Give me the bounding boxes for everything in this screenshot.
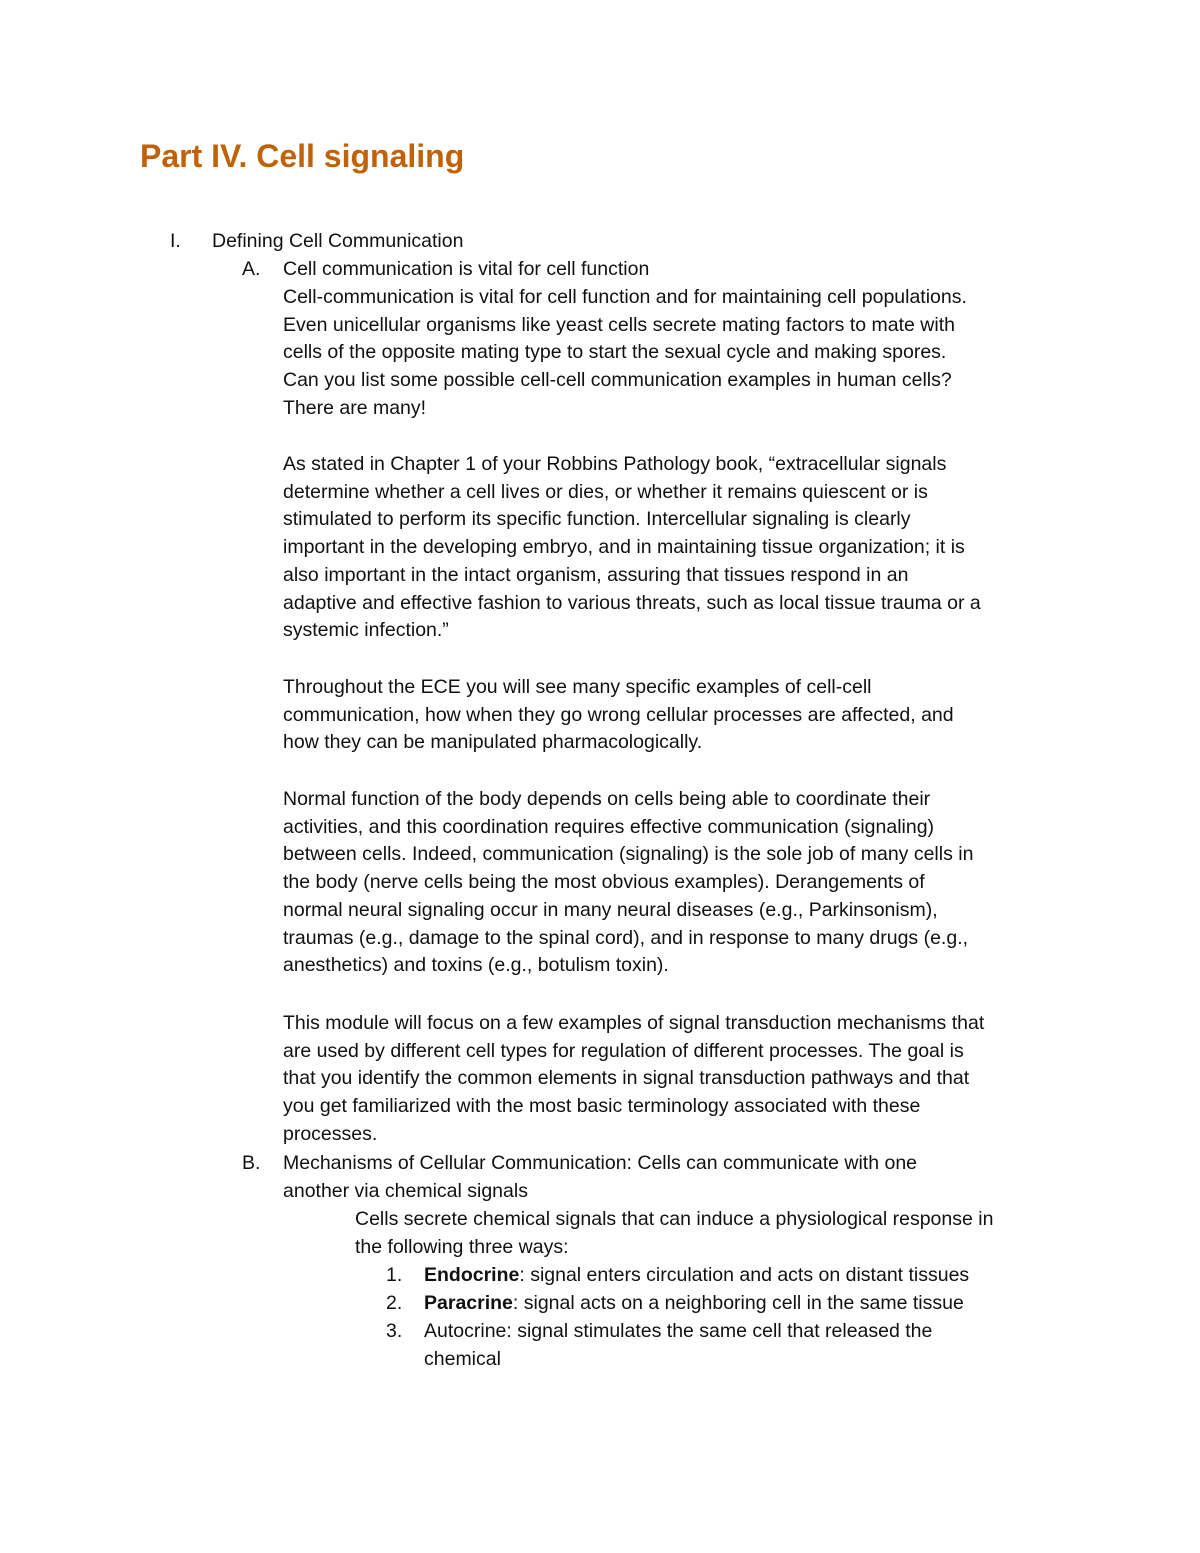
paragraph-robbins-quote	[283, 451, 981, 645]
section-marker: I.	[170, 230, 181, 252]
term-paracrine: Paracrine	[424, 1292, 513, 1314]
item-b-intro	[355, 1206, 993, 1261]
section-heading: Defining Cell Communication	[212, 230, 464, 252]
paragraph-line: the body (nerve cells being the most obvious examples). Derangements of	[283, 871, 925, 894]
item-a-marker: A.	[242, 258, 261, 280]
paragraph-line: activities, and this coordination requires effective communication (signaling)	[283, 815, 935, 838]
list-marker: 2.	[386, 1292, 403, 1314]
paragraph-line: As stated in Chapter 1 of your Robbins Pathology book, “extracellular signals	[283, 453, 947, 475]
heading-line: another via chemical signals	[283, 1179, 528, 1202]
paragraph-line: There are many!	[283, 396, 427, 419]
intro-line: Cells secrete chemical signals that can induce a physiological response in	[355, 1208, 994, 1230]
list-item-paracrine	[424, 1290, 964, 1318]
list-marker: 3.	[386, 1320, 403, 1342]
paragraph-line: Normal function of the body depends on cells being able to coordinate their	[283, 788, 931, 810]
intro-line: the following three ways:	[355, 1235, 569, 1258]
list-item-text: Autocrine: signal stimulates the same cell that released the	[424, 1320, 933, 1342]
paragraph-line: stimulated to perform its specific function. Intercellular signaling is clearly	[283, 508, 911, 531]
paragraph-line: between cells. Indeed, communication (signaling) is the sole job of many cells in	[283, 843, 974, 866]
paragraph-line: important in the developing embryo, and in maintaining tissue organization; it is	[283, 536, 965, 559]
paragraph-line: traumas (e.g., damage to the spinal cord), and in response to many drugs (e.g.,	[283, 926, 969, 949]
paragraph-ece-examples	[283, 674, 954, 757]
paragraph-line: adaptive and effective fashion to various threats, such as local tissue trauma or a	[283, 591, 981, 614]
paragraph-line: systemic infection.”	[283, 619, 449, 642]
paragraph-line: how they can be manipulated pharmacologically.	[283, 731, 703, 754]
paragraph-line: determine whether a cell lives or dies, or whether it remains quiescent or is	[283, 480, 928, 503]
paragraph-line: also important in the intact organism, assuring that tissues respond in an	[283, 563, 909, 586]
list-item-text: : signal acts on a neighboring cell in the same tissue	[512, 1292, 964, 1314]
paragraph-line: cells of the opposite mating type to start the sexual cycle and making spores.	[283, 341, 947, 364]
heading-line: Mechanisms of Cellular Communication: Cells can communicate with one	[283, 1152, 918, 1174]
list-item-text: chemical	[424, 1347, 501, 1370]
paragraph-module-focus	[283, 1010, 984, 1149]
list-item-autocrine	[424, 1318, 932, 1373]
list-item-text: : signal enters circulation and acts on distant tissues	[519, 1264, 970, 1286]
paragraph-line: processes.	[283, 1122, 378, 1145]
paragraph-line: normal neural signaling occur in many neural diseases (e.g., Parkinsonism),	[283, 898, 938, 921]
list-item-endocrine	[424, 1262, 969, 1290]
paragraph-line: you get familiarized with the most basic terminology associated with these	[283, 1095, 921, 1118]
paragraph-line: Throughout the ECE you will see many specific examples of cell-cell	[283, 676, 872, 698]
item-b-marker: B.	[242, 1152, 261, 1174]
term-endocrine: Endocrine	[424, 1264, 520, 1286]
paragraph-line: that you identify the common elements in signal transduction pathways and that	[283, 1067, 970, 1090]
paragraph-line: anesthetics) and toxins (e.g., botulism toxin).	[283, 954, 669, 977]
item-a-heading: Cell communication is vital for cell function	[283, 258, 650, 280]
paragraph-line: communication, how when they go wrong cellular processes are affected, and	[283, 703, 954, 726]
document-title: Part IV. Cell signaling	[140, 138, 465, 174]
paragraph-line: Can you list some possible cell-cell communication examples in human cells?	[283, 369, 952, 392]
paragraph-normal-function	[283, 786, 973, 980]
paragraph-cell-communication	[283, 284, 967, 423]
paragraph-line: Cell-communication is vital for cell function and for maintaining cell populations.	[283, 286, 967, 308]
paragraph-line: are used by different cell types for regulation of different processes. The goal is	[283, 1039, 964, 1062]
paragraph-line: Even unicellular organisms like yeast cells secrete mating factors to mate with	[283, 313, 955, 336]
item-b-heading	[283, 1150, 917, 1205]
list-marker: 1.	[386, 1264, 403, 1286]
paragraph-line: This module will focus on a few examples of signal transduction mechanisms that	[283, 1012, 985, 1034]
